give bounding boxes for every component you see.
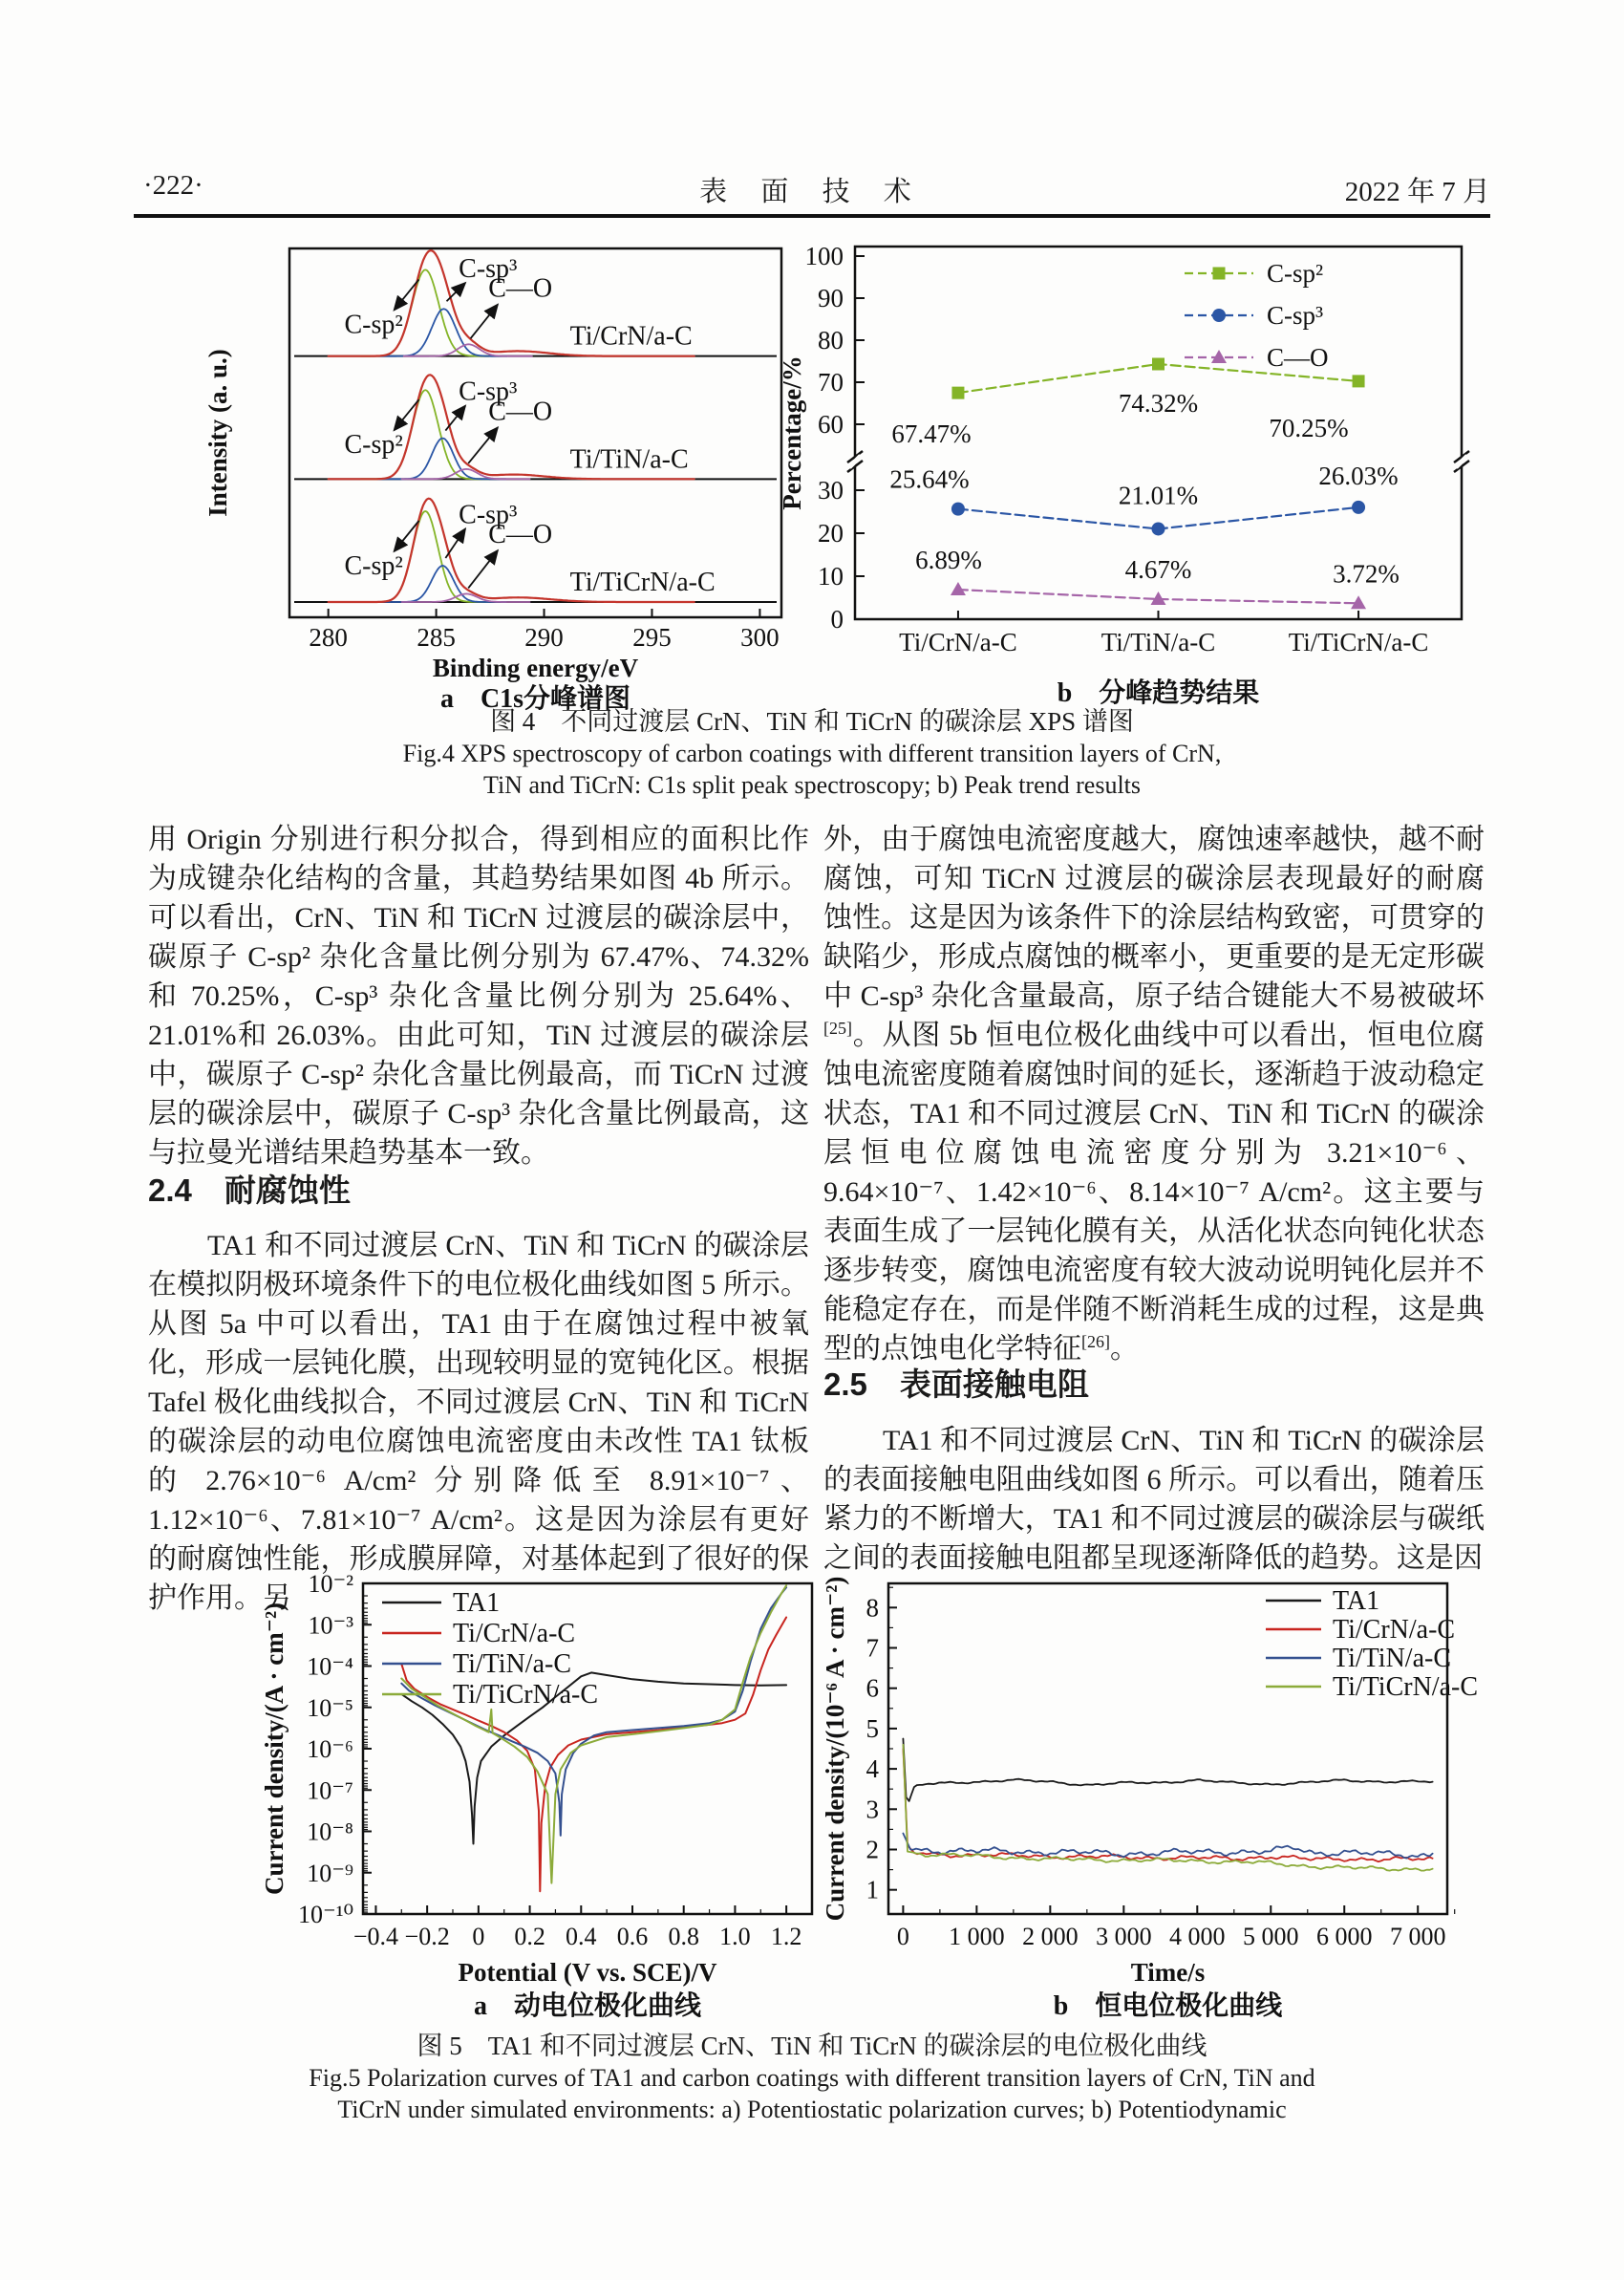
svg-text:3: 3 (865, 1795, 879, 1824)
paragraph-corrosion-left: TA1 和不同过渡层 CrN、TiN 和 TiCrN 的碳涂层在模拟阴极环境条件下的电位极化曲线如图 5 所示。从图 5a 中可以看出，TA1 由于在腐蚀过程中被氧化，形成一层钝化膜，出现较明显的宽钝化区。根据 Tafel 极化曲线拟合，不同过渡层 CrN、TiN 和 TiCrN 的碳涂层的动电位腐蚀电流密度由未改性 TA1 钛板的 2.76×10⁻⁶ A/cm² 分别降低至 8.91×10⁻⁷、1.12×10⁻⁶、7.81×10⁻⁷ A/cm²。这是因为涂层有更好的耐腐蚀性能，形成膜屏障，对基体起到了很好的保护作用。另 (148, 1230, 809, 1614)
svg-text:1.0: 1.0 (719, 1923, 751, 1950)
svg-text:30: 30 (818, 476, 844, 505)
svg-text:26.03%: 26.03% (1318, 461, 1399, 490)
svg-text:6 000: 6 000 (1315, 1923, 1373, 1950)
svg-text:Potential (V vs. SCE)/V: Potential (V vs. SCE)/V (458, 1958, 717, 1987)
svg-text:C-sp²: C-sp² (344, 551, 403, 581)
svg-text:60: 60 (818, 410, 844, 439)
svg-text:7: 7 (865, 1633, 879, 1663)
svg-text:Percentage/%: Percentage/% (778, 355, 806, 510)
svg-text:300: 300 (740, 623, 780, 652)
svg-text:4 000: 4 000 (1169, 1923, 1226, 1950)
figure-4-caption-en2: TiN and TiCrN: C1s split peak spectroscopy; b) Peak trend results (482, 771, 1142, 799)
svg-text:10⁻⁵: 10⁻⁵ (307, 1693, 353, 1722)
svg-text:C-sp³: C-sp³ (459, 500, 518, 530)
svg-text:6: 6 (865, 1673, 879, 1703)
paragraph-contact-resistance: TA1 和不同过渡层 CrN、TiN 和 TiCrN 的碳涂层的表面接触电阻曲线如图 6 所示。可以看出，随着压紧力的不断增大，TA1 和不同过渡层的碳涂层与碳纸之间的表面接触电阻都呈现逐渐降低的趋势。这是因 (823, 1425, 1485, 1574)
svg-text:10⁻⁴: 10⁻⁴ (307, 1652, 353, 1681)
svg-text:280: 280 (309, 623, 348, 652)
xps-spectra-canvas (177, 237, 826, 715)
svg-text:70: 70 (818, 368, 844, 397)
svg-text:Ti/TiN/a-C: Ti/TiN/a-C (569, 444, 689, 475)
svg-text:100: 100 (804, 242, 844, 270)
page-header (134, 170, 1490, 208)
svg-text:10⁻³: 10⁻³ (308, 1611, 353, 1640)
svg-text:−0.2: −0.2 (404, 1923, 450, 1950)
svg-text:Ti/CrN/a-C: Ti/CrN/a-C (1333, 1615, 1456, 1645)
svg-text:285: 285 (417, 623, 456, 652)
svg-text:Ti/TiCrN/a-C: Ti/TiCrN/a-C (1288, 628, 1429, 656)
svg-text:C—O: C—O (1267, 343, 1329, 372)
figure-4-caption-en1: Fig.4 XPS spectroscopy of carbon coatings with different transition layers of CrN, (402, 740, 1222, 767)
figure-5a-potentiodynamic-chart (239, 1572, 850, 2074)
svg-text:0: 0 (896, 1923, 909, 1950)
potentiodynamic-canvas (239, 1572, 850, 2069)
journal-title: 表 面 技 术 (699, 177, 925, 207)
svg-text:1: 1 (865, 1875, 879, 1904)
svg-text:−0.4: −0.4 (353, 1923, 399, 1950)
svg-text:C—O: C—O (488, 397, 553, 427)
svg-text:20: 20 (818, 519, 844, 548)
svg-text:4.67%: 4.67% (1124, 554, 1192, 584)
svg-text:3 000: 3 000 (1096, 1923, 1152, 1950)
svg-text:Ti/CrN/a-C: Ti/CrN/a-C (453, 1619, 576, 1648)
peak-trend-canvas (774, 237, 1481, 715)
svg-text:67.47%: 67.47% (891, 419, 972, 449)
svg-text:Ti/TiN/a-C: Ti/TiN/a-C (1333, 1644, 1452, 1673)
svg-text:0: 0 (830, 605, 844, 634)
figure-4-caption-zh: 图 4 不同过渡层 CrN、TiN 和 TiCrN 的碳涂层 XPS 谱图 (490, 707, 1134, 736)
svg-text:295: 295 (632, 623, 672, 652)
svg-text:C-sp³: C-sp³ (459, 254, 518, 284)
svg-text:Ti/CrN/a-C: Ti/CrN/a-C (899, 628, 1017, 656)
figure-4a-xps-chart (177, 237, 826, 720)
figure-5-caption-en2: TiCrN under simulated environments: a) Potentiostatic polarization curves; b) Potentiodynamic (337, 2096, 1287, 2123)
svg-text:5: 5 (865, 1713, 879, 1743)
svg-text:74.32%: 74.32% (1118, 388, 1199, 418)
svg-text:0: 0 (472, 1923, 485, 1950)
section-heading-2-4 (148, 1166, 351, 1211)
svg-text:Ti/TiN/a-C: Ti/TiN/a-C (453, 1649, 572, 1679)
section-title: 表面接触电阻 (899, 1366, 1089, 1402)
page-number: ·222· (143, 170, 203, 201)
svg-text:C-sp²: C-sp² (1267, 259, 1324, 288)
svg-text:b 恒电位极化曲线: b 恒电位极化曲线 (1053, 1991, 1283, 2021)
svg-text:a 动电位极化曲线: a 动电位极化曲线 (473, 1991, 702, 2021)
svg-text:10⁻²: 10⁻² (308, 1572, 353, 1598)
section-title: 耐腐蚀性 (224, 1172, 351, 1208)
svg-text:Intensity (a. u.): Intensity (a. u.) (203, 349, 232, 517)
svg-text:0.6: 0.6 (616, 1923, 649, 1950)
svg-text:Ti/TiCrN/a-C: Ti/TiCrN/a-C (569, 568, 716, 597)
figure-5-caption-en1: Fig.5 Polarization curves of TA1 and carbon coatings with different transition layers of CrN, TiN and (309, 2064, 1315, 2092)
svg-text:4: 4 (865, 1754, 879, 1784)
svg-text:0.2: 0.2 (514, 1923, 545, 1950)
figure-5b-potentiostatic-chart (817, 1572, 1481, 2074)
figure-4b-trend-chart (774, 237, 1481, 720)
svg-text:10⁻⁶: 10⁻⁶ (307, 1735, 353, 1763)
svg-text:90: 90 (818, 284, 844, 312)
svg-text:3.72%: 3.72% (1333, 559, 1400, 589)
svg-text:TA1: TA1 (453, 1588, 501, 1618)
svg-text:1.2: 1.2 (770, 1923, 802, 1950)
svg-text:Ti/TiCrN/a-C: Ti/TiCrN/a-C (1333, 1672, 1479, 1702)
svg-text:Ti/TiCrN/a-C: Ti/TiCrN/a-C (453, 1680, 599, 1710)
svg-text:25.64%: 25.64% (889, 464, 970, 494)
svg-text:C-sp²: C-sp² (344, 430, 403, 461)
potentiostatic-canvas (817, 1572, 1481, 2069)
svg-text:C—O: C—O (488, 520, 553, 549)
svg-text:Ti/TiN/a-C: Ti/TiN/a-C (1100, 628, 1216, 656)
svg-text:80: 80 (818, 326, 844, 355)
svg-text:2 000: 2 000 (1022, 1923, 1079, 1950)
svg-text:C-sp²: C-sp² (344, 310, 403, 340)
section-number: 2.4 (148, 1172, 192, 1208)
svg-text:2: 2 (865, 1835, 879, 1864)
svg-text:7 000: 7 000 (1389, 1923, 1446, 1950)
section-heading-2-5 (823, 1360, 1089, 1405)
svg-text:0.4: 0.4 (566, 1923, 597, 1950)
svg-text:8: 8 (865, 1593, 879, 1623)
paragraph-fitting-results: 用 Origin 分别进行积分拟合，得到相应的面积比作为成键杂化结构的含量，其趋势结果如图 4b 所示。可以看出，CrN、TiN 和 TiCrN 过渡层的碳涂层中，碳原子 C-sp² 杂化含量比例分别为 67.47%、74.32%和 70.25%，C-sp³ 杂化含量比例分别为 25.64%、21.01%和 26.03%。由此可知，TiN 过渡层的碳涂层中，碳原子 C-sp² 杂化含量比例最高，而 TiCrN 过渡层的碳涂层中，碳原子 C-sp³ 杂化含量比例最高，这与拉曼光谱结果趋势基本一致。 (148, 824, 809, 1169)
svg-text:10⁻⁹: 10⁻⁹ (307, 1859, 353, 1887)
svg-text:10⁻⁸: 10⁻⁸ (307, 1818, 353, 1846)
figure-5-caption-zh: 图 5 TA1 和不同过渡层 CrN、TiN 和 TiCrN 的碳涂层的电位极化曲线 (417, 2032, 1207, 2060)
issue-date: 2022 年 7 月 (1344, 177, 1490, 207)
svg-text:6.89%: 6.89% (915, 545, 982, 574)
svg-text:10⁻¹⁰: 10⁻¹⁰ (298, 1901, 353, 1928)
svg-text:70.25%: 70.25% (1269, 413, 1349, 442)
svg-text:10⁻⁷: 10⁻⁷ (307, 1776, 353, 1805)
figure-4-caption (143, 705, 1481, 801)
paragraph-corrosion-right: 外，由于腐蚀电流密度越大，腐蚀速率越快，越不耐腐蚀，可知 TiCrN 过渡层的碳涂层表现最好的耐腐蚀性。这是因为该条件下的涂层结构致密，可贯穿的缺陷少，形成点腐蚀的概率小，更重要的是无定形碳中 C-sp³ 杂化含量最高，原子结合键能大不易被破坏[25]。从图 5b 恒电位极化曲线中可以看出，恒电位腐蚀电流密度随着腐蚀时间的延长，逐渐趋于波动稳定状态，TA1 和不同过渡层 CrN、TiN 和 TiCrN 的碳涂层恒电位腐蚀电流密度分别为 3.21×10⁻⁶、9.64×10⁻⁷、1.42×10⁻⁶、8.14×10⁻⁷ A/cm²。这主要与表面生成了一层钝化膜有关，从活化状态向钝化状态逐步转变，腐蚀电流密度有较大波动说明钝化层并不能稳定存在，而是伴随不断消耗生成的过程，这是典型的点蚀电化学特征[26]。 (823, 824, 1485, 1365)
svg-text:a C1s分峰谱图: a C1s分峰谱图 (439, 684, 631, 714)
svg-text:b 分峰趋势结果: b 分峰趋势结果 (1057, 678, 1260, 708)
svg-text:Current density/(A · cm⁻²): Current density/(A · cm⁻²) (260, 1602, 288, 1896)
svg-text:10: 10 (818, 562, 844, 591)
svg-text:C-sp³: C-sp³ (1267, 301, 1324, 330)
svg-text:5 000: 5 000 (1243, 1923, 1299, 1950)
svg-text:Binding energy/eV: Binding energy/eV (432, 654, 639, 682)
svg-text:Time/s: Time/s (1130, 1958, 1206, 1987)
svg-text:21.01%: 21.01% (1118, 481, 1199, 510)
svg-text:1 000: 1 000 (949, 1923, 1005, 1950)
svg-text:290: 290 (524, 623, 564, 652)
svg-text:Current density/(10⁻⁶ A · cm⁻²: Current density/(10⁻⁶ A · cm⁻²) (821, 1576, 849, 1922)
svg-text:C-sp³: C-sp³ (459, 376, 518, 407)
section-number: 2.5 (823, 1366, 867, 1402)
svg-text:C—O: C—O (488, 273, 553, 304)
svg-text:Ti/CrN/a-C: Ti/CrN/a-C (569, 321, 693, 352)
svg-text:0.8: 0.8 (668, 1923, 699, 1950)
header-rule (134, 214, 1490, 218)
figure-5-caption (143, 2030, 1481, 2125)
svg-text:TA1: TA1 (1333, 1586, 1380, 1616)
